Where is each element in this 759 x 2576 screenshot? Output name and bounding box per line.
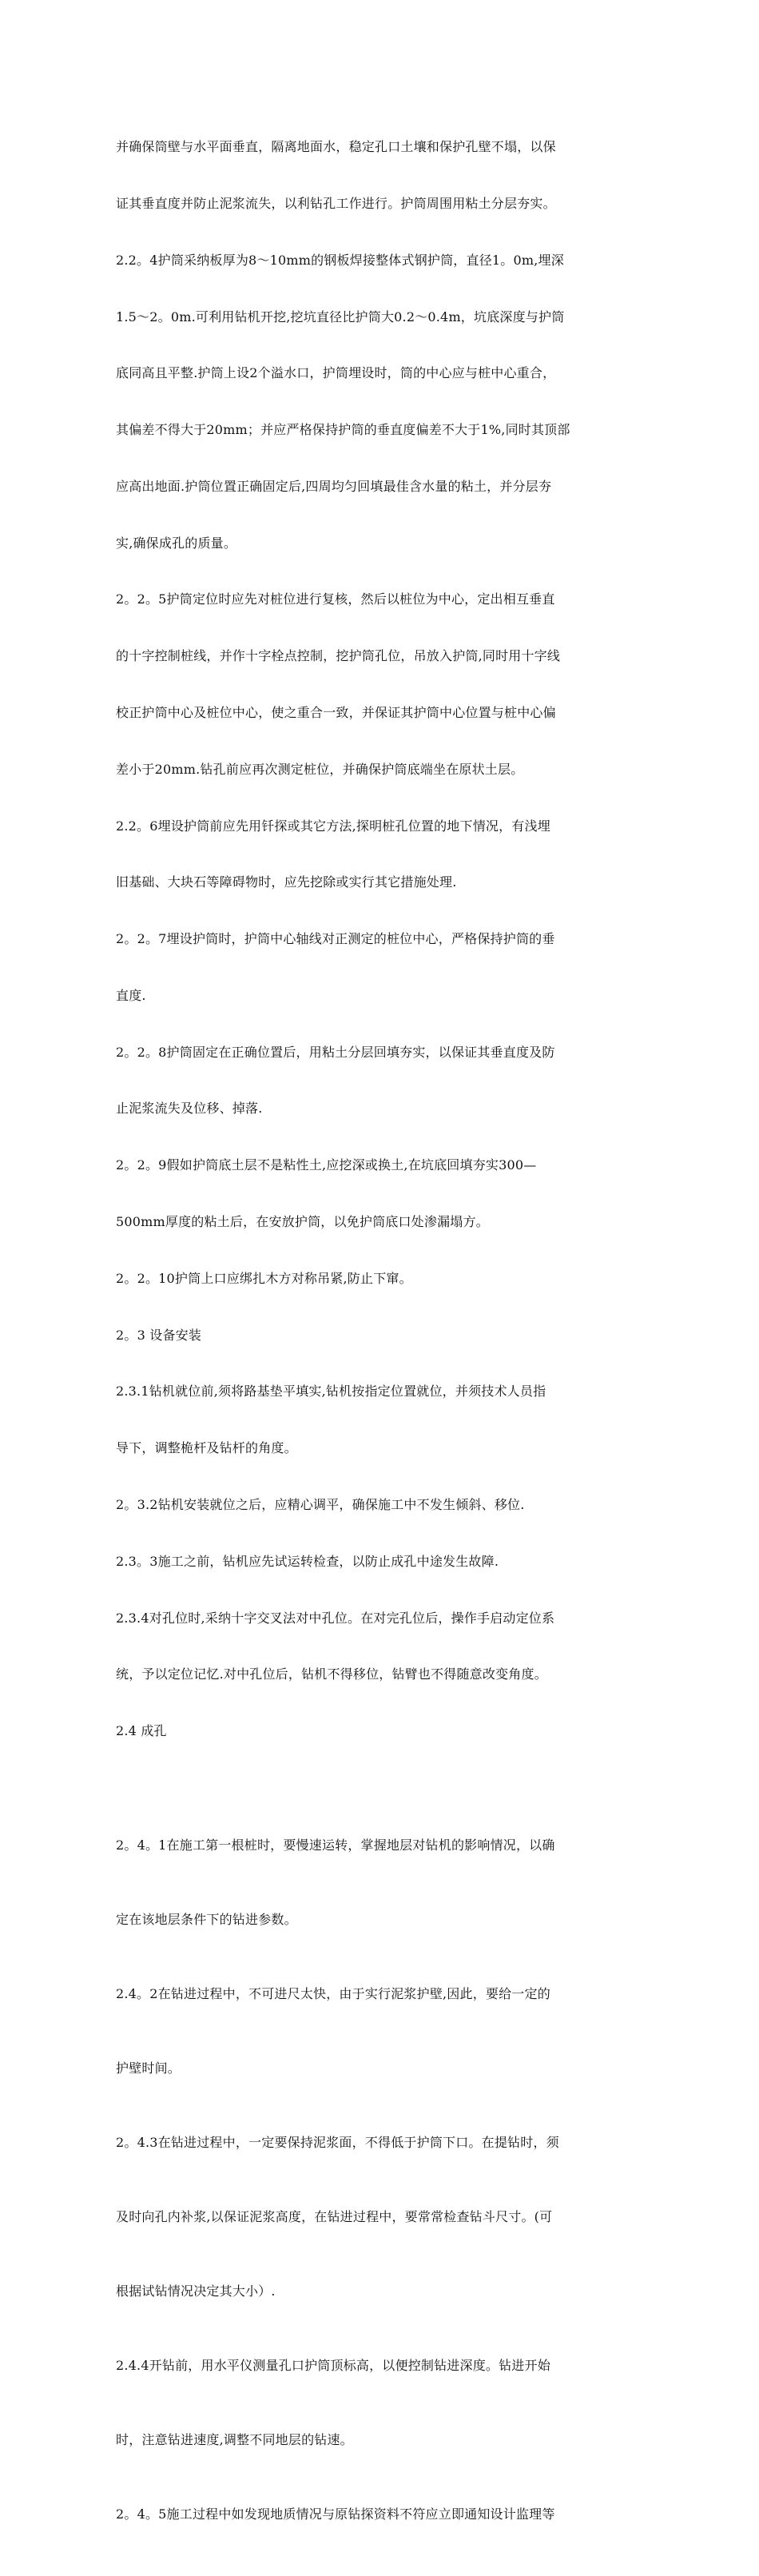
text-line: 证其垂直度并防止泥浆流失，以利钻孔工作进行。护筒周围用粘土分层夯实。 bbox=[116, 195, 556, 211]
text-line: 导下，调整桅杆及钻杆的角度。 bbox=[116, 1440, 297, 1456]
text-line: 2。2。10护筒上口应绑扎木方对称吊紧,防止下窜。 bbox=[116, 1270, 412, 1286]
text-line: 2.4。2在钻进过程中，不可进尺太快，由于实行泥浆护壁,因此，要给一定的 bbox=[116, 1985, 550, 2001]
text-line: 2.3.4对孔位时,采纳十字交叉法对中孔位。在对完孔位后，操作手启动定位系 bbox=[116, 1610, 555, 1626]
text-line: 2。4。5施工过程中如发现地质情况与原钻探资料不符应立即通知设计监理等 bbox=[116, 2506, 555, 2522]
text-line: 实,确保成孔的质量。 bbox=[116, 535, 237, 551]
text-line: 2.3。3施工之前，钻机应先试运转检查，以防止成孔中途发生故障. bbox=[116, 1553, 499, 1569]
text-line: 2。2。7埋设护筒时，护筒中心轴线对正测定的桩位中心，严格保持护筒的垂 bbox=[116, 931, 555, 947]
text-line: 2。2。9假如护筒底土层不是粘性土,应挖深或换土,在坑底回填夯实300— bbox=[116, 1157, 537, 1173]
text-line: 500mm厚度的粘土后，在安放护筒，以免护筒底口处渗漏塌方。 bbox=[116, 1214, 489, 1230]
section-heading: 2。3 设备安装 bbox=[116, 1327, 202, 1343]
section-heading: 2.4 成孔 bbox=[116, 1723, 167, 1739]
text-line: 2.3.1钻机就位前,须将路基垫平填实,钻机按指定位置就位，并须技术人员指 bbox=[116, 1384, 546, 1399]
text-line: 2。2。5护筒定位时应先对桩位进行复核，然后以桩位为中心，定出相互垂直 bbox=[116, 591, 555, 607]
text-line: 2。4。1在施工第一根桩时，要慢速运转，掌握地层对钻机的影响情况，以确 bbox=[116, 1837, 555, 1853]
text-line: 及时向孔内补浆,以保证泥浆高度，在钻进过程中，要常常检查钻斗尺寸。(可 bbox=[116, 2208, 553, 2224]
text-line: 校正护筒中心及桩位中心，使之重合一致，并保证其护筒中心位置与桩中心偏 bbox=[116, 705, 556, 720]
text-line: 底同高且平整.护筒上设2个溢水口，护筒埋设时，筒的中心应与桩中心重合， bbox=[116, 365, 556, 381]
text-line: 的十字控制桩线，并作十字栓点控制，挖护筒孔位，吊放入护筒,同时用十字线 bbox=[116, 648, 561, 664]
text-line: 护壁时间。 bbox=[116, 2060, 181, 2076]
text-line: 2。3.2钻机安装就位之后，应精心调平，确保施工中不发生倾斜、移位. bbox=[116, 1496, 525, 1512]
dense-text-block bbox=[116, 100, 647, 1778]
text-line: 根据试钻情况决定其大小）. bbox=[116, 2283, 276, 2299]
text-line: 2。2。8护筒固定在正确位置后，用粘土分层回填夯实，以保证其垂直度及防 bbox=[116, 1044, 555, 1060]
text-line: 旧基础、大块石等障碍物时，应先挖除或实行其它措施处理. bbox=[116, 874, 457, 890]
text-line: 时，注意钻进速度,调整不同地层的钻速。 bbox=[116, 2431, 353, 2447]
text-line: 2.2。4护筒采纳板厚为8～10mm的钢板焊接整体式钢护筒，直径1。0m,埋深 bbox=[116, 252, 564, 268]
text-line: 其偏差不得大于20mm；并应严格保持护筒的垂直度偏差不大于1%,同时其顶部 bbox=[116, 422, 570, 438]
text-line: 2.2。6埋设护筒前应先用钎探或其它方法,探明桩孔位置的地下情况，有浅埋 bbox=[116, 818, 550, 834]
text-line: 1.5～2。0m.可利用钻机开挖,挖坑直径比护筒大0.2～0.4m，坑底深度与护筒 bbox=[116, 309, 565, 324]
text-line: 并确保筒壁与水平面垂直，隔离地面水，稳定孔口土壤和保护孔壁不塌，以保 bbox=[116, 139, 556, 155]
loose-text-block bbox=[116, 1783, 647, 2576]
document-body bbox=[116, 100, 647, 2576]
text-line: 直度. bbox=[116, 987, 146, 1003]
text-line: 统，予以定位记忆.对中孔位后，钻机不得移位，钻臂也不得随意改变角度。 bbox=[116, 1666, 547, 1682]
text-line: 2。4.3在钻进过程中，一定要保持泥浆面，不得低于护筒下口。在提钻时，须 bbox=[116, 2134, 559, 2150]
text-line: 差小于20mm.钻孔前应再次测定桩位，并确保护筒底端坐在原状土层。 bbox=[116, 761, 524, 777]
text-line: 止泥浆流失及位移、掉落. bbox=[116, 1101, 263, 1117]
text-line: 定在该地层条件下的钻进参数。 bbox=[116, 1911, 297, 1927]
text-line: 2.4.4开钻前，用水平仪测量孔口护筒顶标高，以便控制钻进深度。钻进开始 bbox=[116, 2357, 550, 2373]
text-line: 应高出地面.护筒位置正确固定后,四周均匀回填最佳含水量的粘土，并分层夯 bbox=[116, 478, 552, 494]
